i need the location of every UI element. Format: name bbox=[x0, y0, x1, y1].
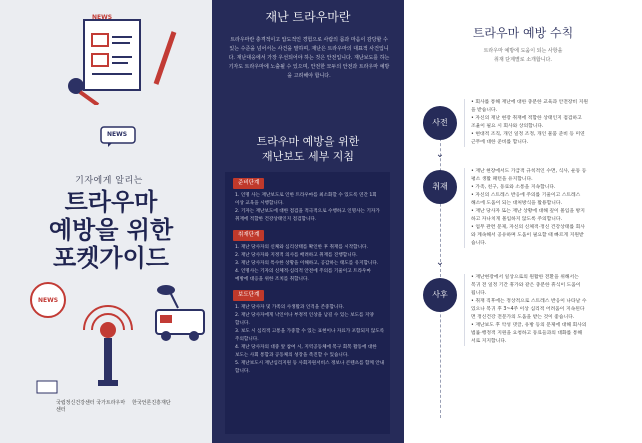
text-line: 해소에 도움이 되는 대처방식을 활용합니다. bbox=[471, 201, 563, 206]
text-line: 이상 교육을 시행합니다. bbox=[235, 201, 284, 206]
text-line: 보도는 사회 통합과 공동체의 성장을 촉진할 수 있습니다. bbox=[235, 353, 349, 358]
text-line: 있으나 복귀 후 3~4주 이상 심리적 어려움이 지속된다 bbox=[471, 307, 585, 312]
text-line: 법률·행정적 지원을 요청하고 동료들과의 대화를 통해 bbox=[471, 331, 583, 336]
text-line: 2. 재난 당사자에게 낙인이나 부정적 인상을 남길 수 있는 보도를 지양 bbox=[235, 313, 374, 318]
text-line: 5. 재난보도시 재난심리지원 등 사회자원서비스 정보나 콘텐츠를 함께 안내 bbox=[235, 361, 385, 366]
text-line: 합니다. bbox=[235, 321, 250, 326]
text-line: 조율이 필요 시 회사와 상의합니다. bbox=[471, 124, 544, 129]
news-tag-bubble: NEWS bbox=[107, 131, 128, 138]
text-line: 4. 인명사는 기자의 신체적·심리적 안전에 주의를 기울이고 트라우마 bbox=[235, 269, 371, 274]
disaster-trauma-heading: 재난 트라우마란 bbox=[265, 10, 351, 24]
text-line: • 가족, 친구, 동료와 소통을 지속합니다. bbox=[471, 185, 556, 190]
text-line: • 회사를 통해 재난에 대한 충분한 교육과 안전장비 지원 bbox=[471, 100, 588, 105]
text-line: 하고 자나치게 몰입하지 않도록 주의합니다. bbox=[471, 217, 563, 222]
pen-icon bbox=[150, 28, 180, 88]
text-line: 평소 생활 패턴을 유지합니다. bbox=[471, 177, 533, 182]
section-text-report bbox=[235, 244, 385, 284]
broadcast-tower-icon bbox=[78, 300, 138, 390]
cover-title-line-3: 포켓가이드 bbox=[53, 244, 169, 272]
logo-ncmh: 국립정신건강센터 국가트라우마센터 bbox=[56, 400, 126, 413]
logo-kpf: 한국언론진흥재단 bbox=[132, 400, 171, 406]
guideline-box bbox=[225, 172, 390, 434]
stage-text-after bbox=[464, 274, 642, 346]
text-line: 2. 재난 당사자와 지정적 의사를 배려하고 취재를 진행합니다. bbox=[235, 253, 358, 258]
text-line: • 취재 직후에는 정상적으로 스트레스 반응이 나타날 수 bbox=[471, 299, 587, 304]
text-line: • 업무 관련 문제, 자신의 신체적·정신 건강상태를 회사 bbox=[471, 225, 585, 230]
text-line: 서로 지지합니다. bbox=[471, 339, 507, 344]
stage-circle-before: 사전 bbox=[423, 106, 457, 140]
stage-text-during bbox=[464, 168, 642, 248]
stage-circle-after: 사후 bbox=[423, 278, 457, 312]
disaster-trauma-intro: 트라우마란 충격적이고 압도적인 경험으로 사람의 몸과 마음이 감당할 수 있는 수준을 넘어서는 사건을 말하며, 재난은 트라우마의 대표적 사건입니다. 재난대응에서 가장 우선되어야 하는 것은 안전입니다. 재난보도를 하는 기자도 트라우마에 노출될 수 있으며, 안전한 모두의 안전과 트라우마 예방을 고려해야 합니다. bbox=[228, 37, 390, 79]
cover-subtitle: 기자에게 알리는 bbox=[75, 176, 143, 186]
prevention-lead bbox=[404, 47, 642, 65]
guideline-panel bbox=[212, 0, 404, 443]
text-line: 습니다. bbox=[471, 241, 487, 246]
cover-title-line-2: 예방을 위한 bbox=[48, 216, 174, 244]
text-line: 4. 재난 당사자의 대중 앞 참여 시, 지역공동체에 복구 회복 활동에 대한 bbox=[235, 345, 377, 350]
logo-row bbox=[56, 398, 206, 422]
text-line: 취재에 적합한 건강상태인지 점검합니다. bbox=[235, 217, 317, 222]
text-line: 면 정신건강 전문가의 도움을 받는 것이 좋습니다. bbox=[471, 315, 575, 320]
section-label-prepare: 준비단계 bbox=[233, 178, 264, 189]
section-label-broadcast: 보도단계 bbox=[233, 290, 264, 301]
text-line: 을 받습니다. bbox=[471, 108, 498, 113]
text-line: 근무에 대한 준비를 합니다. bbox=[471, 140, 529, 145]
text-line: 복귀 전 일정 기간 휴가와 같은 충분한 휴식이 도움이 bbox=[471, 283, 581, 288]
chevron-down-icon: ⌄ bbox=[435, 149, 445, 160]
text-line: • 재난 당사자 또는 재난 상황에 대해 깊이 몰입을 방지 bbox=[471, 209, 585, 214]
text-line: • 재난보도 후 악성 댓글, 유방 등의 문제에 대해 회사의 bbox=[471, 323, 587, 328]
text-line: 3. 보도 시 심리적 고통을 가중할 수 있는 표현이나 자료가 포함되지 않도록 bbox=[235, 329, 385, 334]
text-line: 1. 재난 당사자 및 가족의 사생활과 인격을 존중합니다. bbox=[235, 305, 345, 310]
text-line: • 현대적 조직, 개인 일정 조정, 개인 물품 준비 등 미연 bbox=[471, 132, 585, 137]
text-line: 합니다. bbox=[235, 369, 250, 374]
section-text-prepare bbox=[235, 192, 385, 224]
text-line: • 자신의 재난 현장 취재에 적합한 상태인지 점검하고 bbox=[471, 116, 582, 121]
prevention-panel bbox=[404, 0, 642, 443]
cover-panel bbox=[0, 0, 212, 443]
cover-title-line-1: 트라우마 bbox=[64, 188, 158, 216]
text-line: 와 계속해서 공유하며 도움이 필요할 때 빠르게 지원받 bbox=[471, 233, 584, 238]
small-news-icon bbox=[36, 380, 58, 394]
cover-title bbox=[36, 188, 186, 272]
news-tag-top: NEWS bbox=[92, 14, 113, 21]
text-line: 주의합니다. bbox=[235, 337, 259, 342]
guideline-heading-line-2: 재난보도 세부 지침 bbox=[261, 150, 354, 163]
lead-line: 취재 단계별로 소개합니다. bbox=[494, 57, 552, 63]
section-label-report: 취재단계 bbox=[233, 230, 264, 241]
text-line: 1. 재난 당사자의 신체와 심리상태를 확인한 후 취재를 시작합니다. bbox=[235, 245, 368, 250]
news-tag-badge: NEWS bbox=[38, 297, 59, 304]
section-text-broadcast bbox=[235, 304, 385, 376]
guideline-heading-line-1: 트라우마 예방을 위한 bbox=[256, 135, 360, 148]
chevron-down-icon: ⌄ bbox=[435, 257, 445, 268]
text-line: • 재난현장에서 일상으로의 원활한 전환을 위해서는 bbox=[471, 275, 579, 280]
text-line: 됩니다. bbox=[471, 291, 487, 296]
text-line: 1. 인명 사는 재난보도로 인한 트라우마를 최소화할 수 있도록 연간 1회 bbox=[235, 193, 377, 198]
text-line: 2. 기자는 재난보도에 대한 점검을 적극적으로 수행하고 인명사는 기자가 bbox=[235, 209, 380, 214]
lead-line: 트라우마 예방에 도움이 되는 사항을 bbox=[483, 48, 563, 54]
guideline-heading bbox=[212, 134, 404, 164]
text-line: • 재난 현장에서도 가급적 규칙적인 수면, 식사, 운동 등 bbox=[471, 169, 587, 174]
stage-circle-during: 취재 bbox=[423, 170, 457, 204]
broadcast-van-icon bbox=[148, 280, 208, 350]
text-line: 예방에 대응을 위한 조치를 취합니다. bbox=[235, 277, 309, 282]
text-line: 3. 재난 당사자의 특수한 상황을 이해하고, 공감하는 태도를 유지합니다. bbox=[235, 261, 379, 266]
prevention-heading: 트라우마 예방 수칙 bbox=[472, 26, 574, 40]
newspaper-illustration bbox=[60, 10, 155, 105]
stage-text-before bbox=[464, 99, 642, 147]
timeline-line bbox=[440, 118, 441, 418]
text-line: • 자신의 스트레스 반응에 주의를 기울이고 스트레스 bbox=[471, 193, 581, 198]
